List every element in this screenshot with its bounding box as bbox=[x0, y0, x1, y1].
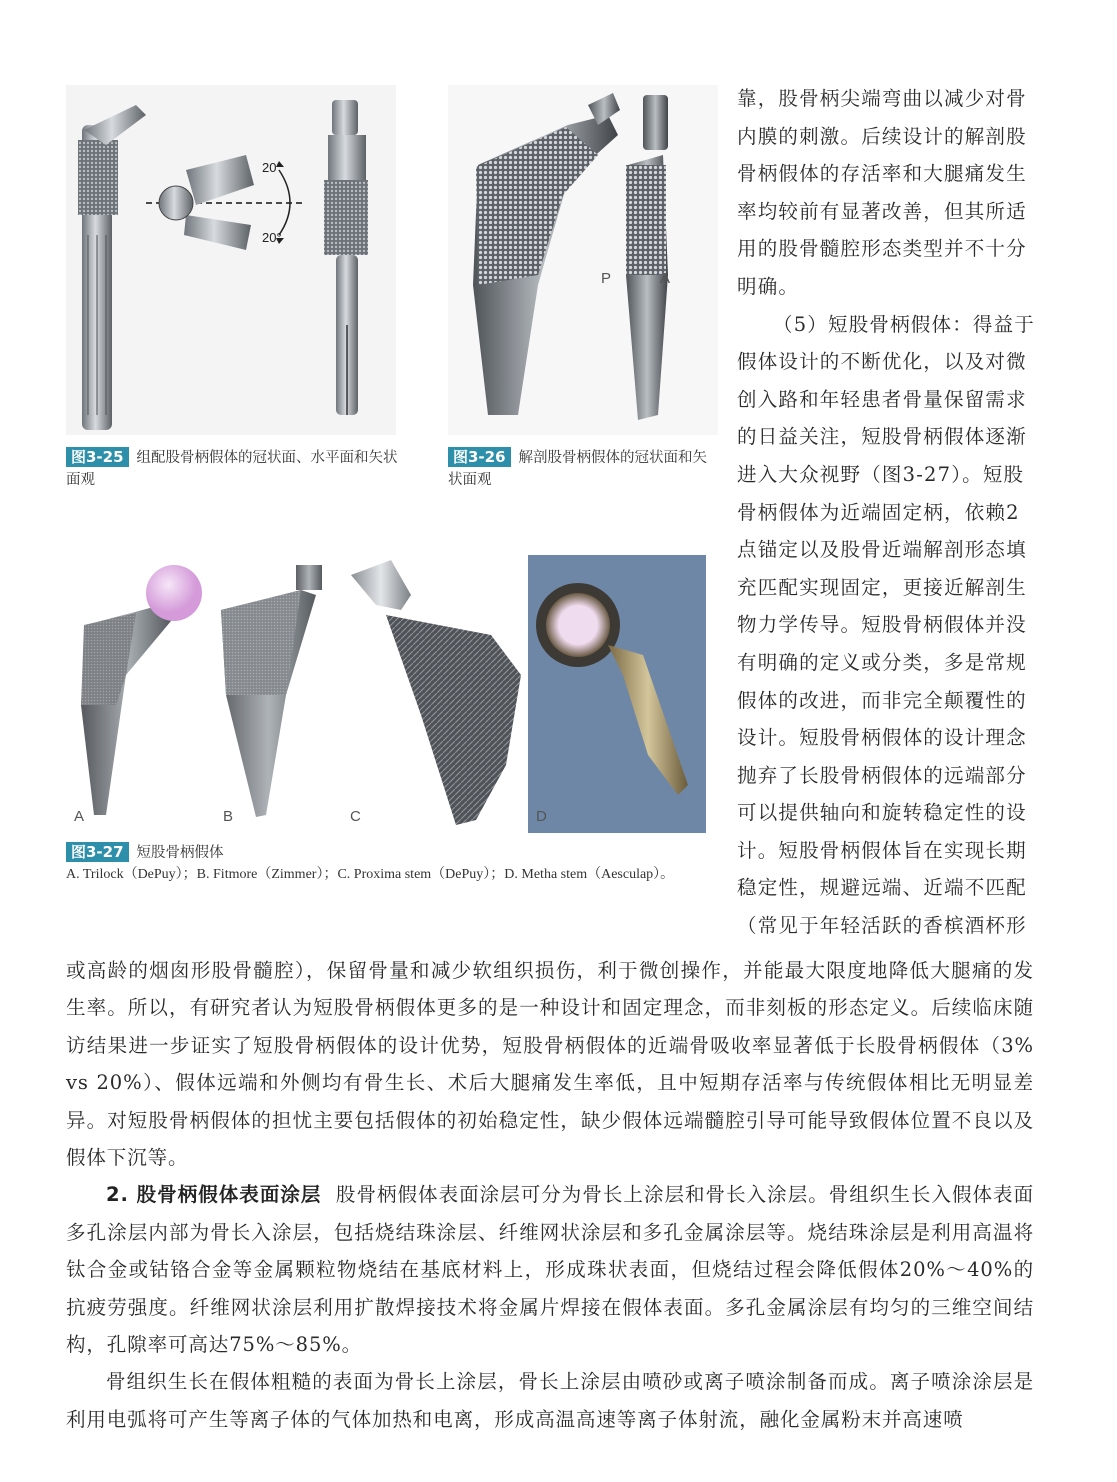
section-heading: 2. 股骨柄假体表面涂层 bbox=[106, 1183, 322, 1207]
figure-3-27-caption bbox=[66, 842, 706, 864]
photo-label-c: C bbox=[350, 808, 361, 825]
caption-text: 组配股骨柄假体的冠状面、水平面和矢状面观 bbox=[66, 450, 398, 488]
figure-tag: 图3-25 bbox=[66, 447, 129, 467]
figure-3-25-caption bbox=[66, 447, 406, 491]
paragraph: 靠，股骨柄尖端弯曲以减少对骨内膜的刺激。后续设计的解剖股骨柄假体的存活率和大腿痛发生率均较前有显著改善，但其所适用的股骨髓腔形态类型并不十分明确。 bbox=[737, 87, 1027, 298]
paragraph: 或高龄的烟囱形股骨髓腔），保留骨量和减少软组织损伤，利于微创操作，并能最大限度地降低大腿痛的发生率。所以，有研究者认为短股骨柄假体更多的是一种设计和固定理念，而非刻板的形态定义。后续临床随访结果进一步证实了短股骨柄假体的设计优势，短股骨柄假体的近端骨吸收率显著低于长股骨柄假体（3% vs 20%）、假体远端和外侧均有骨生长、术后大腿痛发生率低，且中短期存活率与传统假体相比无明显差异。对短股骨柄假体的担忧主要包括假体的初始稳定性，缺少假体远端髓腔引导可能导致假体位置不良以及假体下沉等。 bbox=[66, 959, 1034, 1170]
caption-text: 短股骨柄假体 bbox=[136, 845, 224, 861]
photo-label-a: A bbox=[74, 808, 85, 825]
right-column-text bbox=[737, 80, 1037, 945]
short-stems-photo-c bbox=[341, 555, 521, 835]
figure-3-27 bbox=[66, 555, 706, 835]
anterior-label: A bbox=[660, 270, 671, 287]
photo-label-b: B bbox=[223, 808, 234, 825]
modular-stem-illustration bbox=[66, 85, 396, 435]
angle-label-bottom: 20° bbox=[262, 230, 282, 245]
angle-label-top: 20° bbox=[262, 160, 282, 175]
anatomical-stem-illustration bbox=[448, 85, 718, 435]
posterior-label: P bbox=[601, 270, 612, 287]
short-stems-photo-b bbox=[216, 555, 336, 835]
caption-text: 解剖股骨柄假体的冠状面和矢状面观 bbox=[448, 450, 708, 488]
figure-3-26 bbox=[448, 85, 718, 435]
short-stems-photo-a bbox=[66, 555, 211, 835]
paragraph bbox=[66, 1176, 1034, 1363]
short-stems-photo-d bbox=[528, 555, 706, 833]
figure-3-27-subcaption: A. Trilock（DePuy）；B. Fitmore（Zimmer）；C. Proxima stem（DePuy）；D. Metha stem（Aesculap）。 bbox=[66, 867, 675, 882]
paragraph: （5）短股骨柄假体：得益于假体设计的不断优化，以及对微创入路和年轻患者骨量保留需求的日益关注，短股骨柄假体逐渐进入大众视野（图3-27）。短股骨柄假体为近端固定柄，依赖2点锚定以及股骨近端解剖形态填充匹配实现固定，更接近解剖生物力学传导。短股骨柄假体并没有明确的定义或分类，多是常规假体的改进，而非完全颠覆性的设计。短股骨柄假体的设计理念抛弃了长股骨柄假体的远端部分可以提供轴向和旋转稳定性的设计。短股骨柄假体旨在实现长期稳定性，规避远端、近端不匹配（常见于年轻活跃的香槟酒杯形 bbox=[737, 312, 1036, 938]
paragraph: 骨组织生长在假体粗糙的表面为骨长上涂层，骨长上涂层由喷砂或离子喷涂制备而成。离子喷涂涂层是利用电弧将可产生等离子体的气体加热和电离，形成高温高速等离子体射流，融化金属粉末并高速喷 bbox=[66, 1370, 1034, 1431]
photo-label-d: D bbox=[536, 808, 547, 825]
body-text bbox=[66, 952, 1034, 1438]
figure-3-26-caption bbox=[448, 447, 718, 491]
paragraph-text: 股骨柄假体表面涂层可分为骨长上涂层和骨长入涂层。骨组织生长入假体表面多孔涂层内部为骨长入涂层，包括烧结珠涂层、纤维网状涂层和多孔金属涂层等。烧结珠涂层是利用高温将钛合金或钴铬合金等金属颗粒物烧结在基底材料上，形成珠状表面，但烧结过程会降低假体20%～40%的抗疲劳强度。纤维网状涂层利用扩散焊接技术将金属片焊接在假体表面。多孔金属涂层有均匀的三维空间结构，孔隙率可高达75%～85%。 bbox=[66, 1183, 1034, 1357]
figure-tag: 图3-27 bbox=[66, 842, 129, 862]
figure-tag: 图3-26 bbox=[448, 447, 511, 467]
figure-3-25 bbox=[66, 85, 396, 435]
